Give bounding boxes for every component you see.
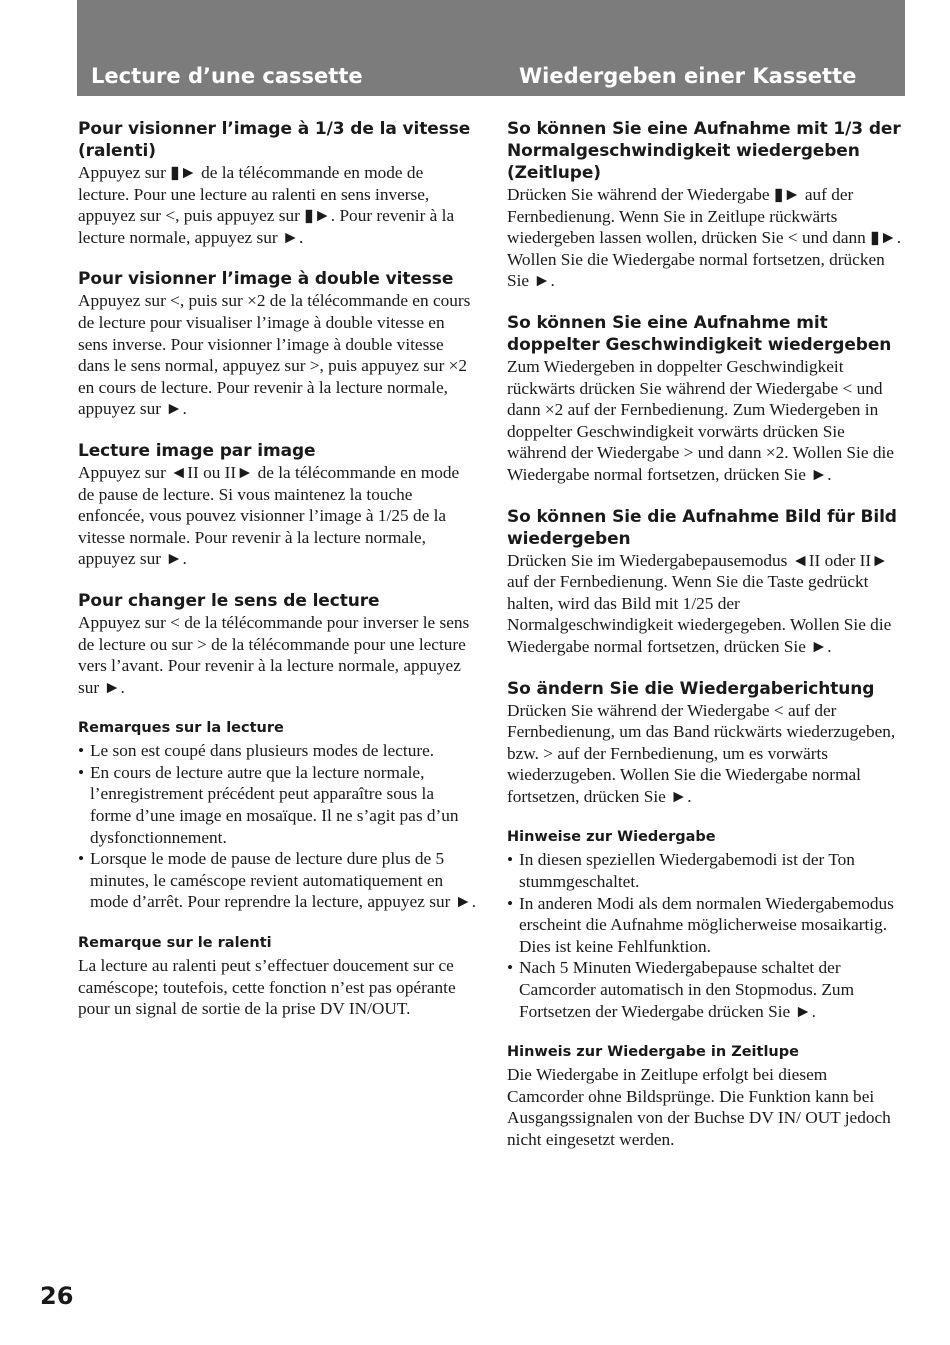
note-slow-motion: [507, 1043, 907, 1150]
list-item: • In diesen speziellen Wiedergabemodi ist der Ton stummgeschaltet.: [507, 849, 907, 892]
list-item: • Le son est coupé dans plusieurs modes de lecture.: [78, 740, 478, 762]
notes-heading: Remarque sur le ralenti: [78, 935, 272, 952]
french-column: [78, 118, 478, 1020]
section-body: Zum Wiedergeben in doppelter Geschwindigkeit rückwärts drücken Sie während der Wiedergabe < und dann ×2 auf der Fernbedienung. Zum Wiedergeben in doppelter Geschwindigkeit vorwärts drücken Sie während der Wiedergabe > und dann ×2. Wollen Sie die Wiedergabe normal fortsetzen, drücken Sie ►.: [507, 356, 894, 484]
section-body: Drücken Sie im Wiedergabepausemodus ◄II oder II► auf der Fernbedienung. Wenn Sie die Taste gedrückt halten, wird das Bild mit 1/25 der Normalgeschwindigkeit wiedergegeben. Wollen Sie die Wiedergabe normal fortsetzen, drücken Sie ►.: [507, 550, 892, 656]
section-slow-motion: [507, 118, 907, 292]
section-heading: So können Sie eine Aufnahme mit 1/3 der Normalgeschwindigkeit wiedergeben (Zeitlupe): [507, 119, 901, 183]
notes-heading: Remarques sur la lecture: [78, 720, 284, 737]
section-frame-by-frame: [507, 506, 907, 658]
section-body: Appuyez sur < de la télécommande pour inverser le sens de lecture ou sur > de la télécommande pour une lecture vers l’avant. Pour revenir à la lecture normale, appuyez sur ►.: [78, 612, 470, 697]
section-frame-by-frame: [78, 440, 478, 570]
section-heading: Lecture image par image: [78, 440, 316, 461]
notes-heading: Hinweis zur Wiedergabe in Zeitlupe: [507, 1044, 799, 1061]
list-item: • Nach 5 Minuten Wiedergabepause schaltet der Camcorder automatisch in den Stopmodus. Zum Fortsetzen der Wiedergabe drücken Sie ►.: [507, 957, 907, 1022]
note-body: Die Wiedergabe in Zeitlupe erfolgt bei diesem Camcorder ohne Bildsprünge. Die Funktion kann bei Ausgangssignalen von der Buchse DV IN/ OUT jedoch nicht eingesetzt werden.: [507, 1065, 891, 1149]
section-heading: Pour visionner l’image à 1/3 de la vitesse (ralenti): [78, 119, 471, 161]
page-header: [77, 0, 905, 96]
section-body: Appuyez sur ▮► de la télécommande en mode de lecture. Pour une lecture au ralenti en sens inverse, appuyez sur <, puis appuyez sur ▮►. Pour revenir à la lecture normale, appuyez sur ►.: [78, 163, 455, 247]
notes-list: [507, 849, 907, 1022]
section-heading: So können Sie eine Aufnahme mit doppelter Geschwindigkeit wiedergeben: [507, 312, 892, 355]
section-direction: [78, 590, 478, 698]
header-title-french: Lecture d’une cassette: [91, 64, 363, 88]
section-direction: [507, 678, 907, 808]
note-slow-motion: [78, 934, 478, 1020]
notes-playback: [78, 719, 478, 913]
section-heading: So ändern Sie die Wiedergaberichtung: [507, 678, 875, 699]
list-item: • In anderen Modi als dem normalen Wiedergabemodus erscheint die Aufnahme möglicherweise mosaikartig. Dies ist keine Fehlfunktion.: [507, 893, 907, 958]
section-body: Appuyez sur <, puis sur ×2 de la télécommande en cours de lecture pour visualiser l’image à double vitesse en sens inverse. Pour visionner l’image à double vitesse dans le sens normal, appuyez sur >, puis appuyez sur ×2 en cours de lecture. Pour revenir à la lecture normale, appuyez sur ►.: [78, 291, 471, 419]
section-heading: Pour changer le sens de lecture: [78, 590, 380, 611]
section-heading: Pour visionner l’image à double vitesse: [78, 269, 454, 290]
note-body: La lecture au ralenti peut s’effectuer doucement sur ce caméscope; toutefois, cette fonction n’est pas opérante pour un signal de sortie de la prise DV IN/OUT.: [78, 956, 456, 1019]
notes-playback: [507, 828, 907, 1022]
section-double-speed: [507, 312, 907, 486]
header-title-german: Wiedergeben einer Kassette: [519, 64, 857, 88]
section-heading: So können Sie die Aufnahme Bild für Bild wiedergeben: [507, 506, 897, 549]
list-item: • En cours de lecture autre que la lecture normale, l’enregistrement précédent peut apparaître sous la forme d’une image en mosaïque. Il ne s’agit pas d’un dysfonctionnement.: [78, 762, 478, 848]
section-body: Drücken Sie während der Wiedergabe < auf der Fernbedienung, um das Band rückwärts wiederzugeben, bzw. > auf der Fernbedienung, um es vorwärts wiederzugeben. Wollen Sie die Wiedergabe normal fortsetzen, drücken Sie ►.: [507, 700, 896, 806]
list-item: • Lorsque le mode de pause de lecture dure plus de 5 minutes, le caméscope revient automatiquement en mode d’arrêt. Pour reprendre la lecture, appuyez sur ►.: [78, 848, 478, 913]
notes-list: [78, 740, 478, 913]
german-column: [507, 118, 907, 1151]
section-slow-motion: [78, 118, 478, 248]
notes-heading: Hinweise zur Wiedergabe: [507, 829, 716, 846]
section-body: Appuyez sur ◄II ou II► de la télécommande en mode de pause de lecture. Si vous maintenez la touche enfoncée, vous pouvez visionner l’image à 1/25 de la vitesse normale. Pour revenir à la lecture normale, appuyez sur ►.: [78, 462, 460, 569]
section-body: Drücken Sie während der Wiedergabe ▮► auf der Fernbedienung. Wenn Sie in Zeitlupe rückwärts wiedergeben lassen wollen, drücken Sie < und dann ▮►. Wollen Sie die Wiedergabe normal fortsetzen, drücken Sie ►.: [507, 185, 902, 291]
section-double-speed: [78, 268, 478, 420]
page-number: 26: [40, 1282, 74, 1310]
